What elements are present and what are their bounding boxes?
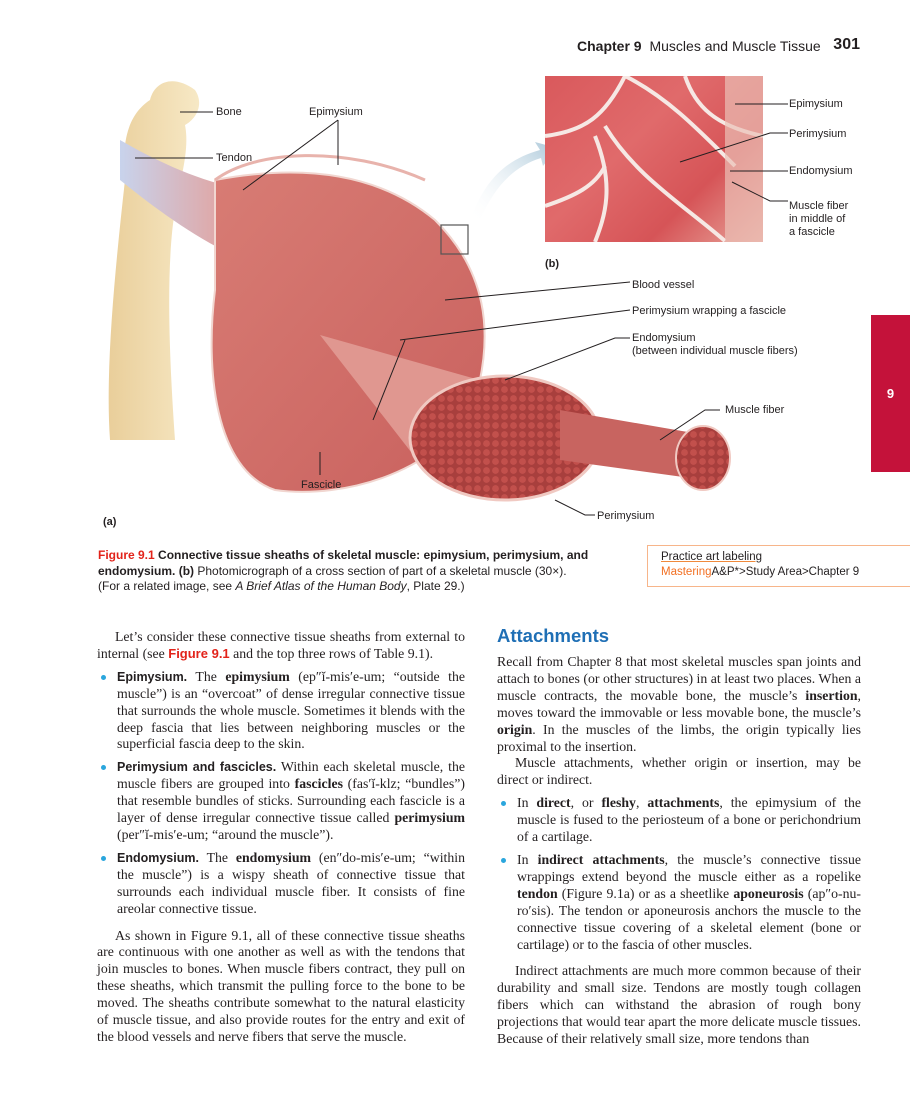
left-column: [97, 629, 465, 1052]
bullet-text: Within each skeletal muscle, the muscle fibers are grouped into: [117, 759, 465, 792]
label-endomysium-a: Endomysium: [632, 332, 696, 344]
bold-term: fascicles: [294, 776, 343, 792]
section-heading-attachments: Attachments: [497, 625, 610, 646]
bold-term: insertion: [805, 687, 858, 703]
figure-caption: [98, 548, 618, 595]
mastering-path: A&P*>Study Area>Chapter 9: [711, 566, 860, 578]
label-muscle-fiber-b-1: Muscle fiber: [789, 200, 849, 212]
figure-9-1: [95, 70, 865, 535]
label-endomysium-sub: (between individual muscle fibers): [632, 345, 798, 357]
label-fascicle: Fascicle: [301, 479, 342, 491]
label-blood-vessel: Blood vessel: [632, 279, 695, 291]
bullet-text: , the epimysium of the muscle is fused to the periosteum of a bone or perichondrium of a cartilage.: [517, 795, 861, 845]
label-perimysium-b: Perimysium: [789, 128, 847, 140]
caption-related-pre: (For a related image, see: [98, 579, 236, 593]
bold-term: origin: [497, 721, 533, 737]
chapter-thumb-tab: [871, 315, 910, 472]
bullet-text: , the muscle’s connective tissue wrappings extend beyond the muscle either as a ropelike: [517, 851, 861, 884]
caption-related-post: , Plate 29.): [406, 579, 465, 593]
bullet-text: (per″ĭ-mis′e-um; “around the muscle”).: [117, 826, 334, 842]
bullet-text: (Figure 9.1a) or as a sheetlike: [557, 885, 734, 901]
thumb-tab-label: 9: [886, 386, 895, 401]
caption-b-letter: (b): [178, 563, 195, 578]
bullet-text: In: [517, 851, 538, 867]
label-tendon: Tendon: [216, 152, 253, 164]
closing-paragraph: As shown in Figure 9.1, all of these connective tissue sheaths are continuous with one another as well as with the tendons that join muscles to bones. When muscle fibers contract, they pull on these sheaths, which transmit the pulling force to the bone to be moved. The sheaths contribute somewhat to the natural elasticity of muscle tissue, and also provide routes for the entry and exit of the blood vessels and nerve fibers that serve the muscle.: [97, 927, 465, 1044]
bullet-text: The: [198, 849, 236, 865]
bullet-head: Epimysium.: [117, 669, 188, 684]
bullet-direct-attachments: [497, 795, 861, 846]
caption-b-text: Photomicrograph of a cross section of part of a skeletal muscle (30×).: [197, 563, 567, 578]
bullet-text: (fas′ĭ-klz; “bundles”) that resemble bundles of sticks. Surrounding each fascicle is a layer of dense irregular connective tissue called: [117, 776, 465, 826]
bullet-text: The: [187, 668, 226, 684]
attachments-paragraph-3: Indirect attachments are much more common because of their durability and small size. Tendons are mostly tough collagen fibers which can withstand the abrasion of rough bony projections that would tear apart the more delicate muscle tissues. Because of their relatively small size, more tendons than: [497, 963, 861, 1047]
bold-term: epimysium: [225, 668, 290, 684]
bullet-text: (ap″o-nu-ro′sis). The tendon or aponeurosis anchors the muscle to the connective tissue covering of a skeletal element (bone or cartilage) or to the fascia of other muscles.: [517, 885, 861, 952]
mastering-brand: Mastering: [661, 566, 712, 578]
bullet-text: , or: [570, 795, 602, 811]
bullet-text: (ep″ĭ-mis′e-um; “outside the muscle”) is an “overcoat” of dense irregular connective tissue that surrounds the whole muscle. Sometimes it blends with the deep fascia that lies between neighboring muscles or the superficial fascia deep to the skin.: [117, 668, 465, 752]
bullet-text: ,: [635, 795, 648, 811]
practice-art-link[interactable]: Practice art labeling: [661, 551, 762, 563]
intro-text-post: and the top three rows of Table 9.1).: [229, 645, 434, 661]
intro-paragraph: [97, 629, 465, 663]
panel-label-b: (b): [545, 258, 560, 270]
page-number: 301: [833, 36, 860, 53]
label-epimysium-a: Epimysium: [309, 106, 363, 118]
caption-related-atlas: A Brief Atlas of the Human Body: [235, 579, 407, 593]
para-text: Recall from Chapter 8 that most skeletal muscles span joints and attach to bones (or other structures) in at least two places. When a muscle contracts, the movable bone, the muscle’s: [497, 654, 861, 703]
intro-text-pre: Let’s consider these connective tissue sheaths from external to internal (see: [97, 629, 465, 661]
bold-term: aponeurosis: [733, 885, 804, 901]
label-bone: Bone: [216, 106, 242, 118]
label-epimysium-b: Epimysium: [789, 98, 843, 110]
attachments-paragraph-1: [497, 654, 861, 755]
bold-term: tendon: [517, 885, 558, 901]
bullet-epimysium: [97, 669, 465, 754]
bold-term: indirect attachments: [537, 851, 665, 867]
label-muscle-fiber-b-3: a fascicle: [789, 226, 835, 238]
attachments-paragraph-2: Muscle attachments, whether origin or insertion, may be direct or indirect.: [497, 755, 861, 788]
bullet-text: In: [517, 795, 537, 811]
bullet-perimysium: [97, 759, 465, 844]
figure-title: Connective tissue sheaths of skeletal muscle: epimysium, perimysium, and endomysium.: [98, 548, 589, 578]
figure-number: Figure 9.1: [98, 548, 155, 562]
bold-term: fleshy: [601, 795, 636, 811]
label-muscle-fiber-a: Muscle fiber: [725, 404, 785, 416]
chapter-title: Muscles and Muscle Tissue: [649, 38, 821, 54]
label-perimysium-wrapping: Perimysium wrapping a fascicle: [632, 305, 787, 317]
label-muscle-fiber-b-2: in middle of: [789, 213, 846, 225]
bullet-text: (en″do-mis′e-um; “within the muscle”) is a wispy sheath of connective tissue that surrounds each individual muscle fiber. It consists of fine areolar connective tissue.: [117, 849, 465, 916]
para-text: , moves toward the immovable or less movable bone, the muscle’s: [497, 687, 861, 720]
bullet-head: Perimysium and fascicles.: [117, 760, 277, 775]
practice-art-box[interactable]: [647, 545, 910, 587]
chapter-number: Chapter 9: [577, 38, 642, 54]
bullet-endomysium: [97, 850, 465, 918]
bold-term: endomysium: [235, 849, 312, 865]
label-perimysium-a: Perimysium: [597, 510, 655, 522]
bullet-head: Endomysium.: [117, 850, 199, 865]
running-head: [577, 38, 862, 58]
right-column: [497, 625, 861, 1054]
bold-term: direct: [536, 795, 571, 811]
para-text: . In the muscles of the limbs, the origin typically lies proximal to the insertion.: [497, 721, 861, 754]
bold-term: perimysium: [394, 810, 465, 826]
figure-reference-link[interactable]: Figure 9.1: [168, 645, 230, 661]
bold-term: attachments: [647, 795, 720, 811]
bullet-indirect-attachments: [497, 852, 861, 953]
panel-label-a: (a): [103, 516, 117, 528]
label-endomysium-b: Endomysium: [789, 165, 853, 177]
micrograph-leaders: [95, 70, 865, 270]
